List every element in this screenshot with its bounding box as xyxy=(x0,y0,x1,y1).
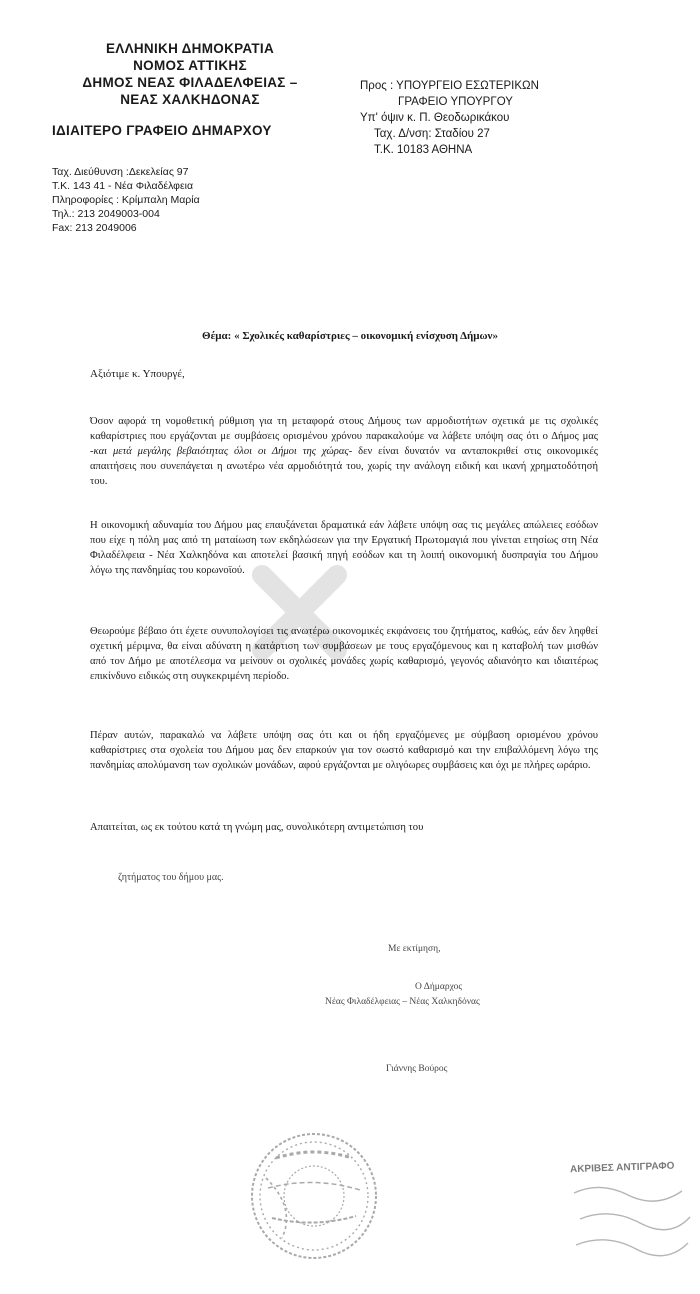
paragraph-2: Η οικονομική αδυναμία του Δήμου μας επαυξάνεται δραματικά εάν λάβετε υπόψη σας τις μεγάλες απώλειες εσόδων που είχε η πόλη μας από τη ματαίωση των εκδηλώσεων για την Εργατική Πρωτομαγιά που γίνεται ετησίως στη Νέα Φιλαδέλφεια - Νέα Χαλκηδόνα και αποτελεί βασική πηγή εσόδων και τη λοιπή οικονομική δυσπραγία του Δήμου λόγω της πανδημίας του κορωνοϊού. xyxy=(90,520,598,576)
letter-subject: Θέμα: « Σχολικές καθαρίστριες – οικονομική ενίσχυση Δήμων» xyxy=(202,330,498,342)
paragraph-3: Θεωρούμε βέβαιο ότι έχετε συνυπολογίσει τις ανωτέρω οικονομικές εκφάνσεις του ζητήματος, καθώς, εάν δεν ληφθεί σχετική μέριμνα, θα είναι αδύνατη η κατάρτιση των συμβάσεων με τους εργαζόμενους και η καταβολή των μισθών από τον Δήμο με αποτέλεσμα να μείνουν οι σχολικές μονάδες χωρίς καθαρισμό, γεγονός αδιανόητο και ιδιαιτέρως επικίνδυνο ειδικώς στη συγκεκριμένη περίοδο. xyxy=(90,626,598,682)
sender-contact xyxy=(52,165,200,235)
sender-fax: Fax: 213 2049006 xyxy=(52,222,137,234)
letterhead-line-municipality-2: ΝΕΑΣ ΧΑΛΚΗΔΟΝΑΣ xyxy=(120,92,260,107)
paragraph-4: Πέραν αυτών, παρακαλώ να λάβετε υπόψη σας ότι και οι ήδη εργαζόμενες με σύμβαση ορισμένου χρόνου καθαρίστριες στα σχολεία του Δήμου μας δεν επαρκούν για τον σωστό καθαρισμό και την επιβαλλόμενη λόγω της πανδημίας απολύμανση των σχολικών μονάδων, αφού εργάζονται με ολιγόωρες συμβάσεις και όχι με πλήρες ωράριο. xyxy=(90,730,598,771)
certified-copy-label: ΑΚΡΙΒΕΣ ΑΝΤΙΓΡΑΦΟ xyxy=(569,1160,675,1176)
signature-title: Ο Δήμαρχος xyxy=(415,982,463,992)
recipient-attn: Υπ' όψιν κ. Π. Θεοδωρικάκου xyxy=(360,112,510,124)
letter-greeting: Αξιότιμε κ. Υπουργέ, xyxy=(90,368,185,380)
recipient-address: Ταχ. Δ/νση: Σταδίου 27 xyxy=(374,128,490,140)
recipient-dept: ΓΡΑΦΕΙΟ ΥΠΟΥΡΓΟΥ xyxy=(398,96,513,108)
paragraph-1-start: Όσον αφορά τη νομοθετική ρύθμιση για τη μεταφορά στους Δήμους των αρμοδιοτήτων σχετικά με τις σχολικές καθαρίστριες που εργάζονται με συμβάσεις ορισμένου χρόνου παρακαλούμε να λάβετε υπόψη σας ότι ο Δήμος μας - xyxy=(90,416,598,457)
letterhead xyxy=(50,40,330,108)
letterhead-line-republic: ΕΛΛΗΝΙΚΗ ΔΗΜΟΚΡΑΤΙΑ xyxy=(105,41,275,56)
recipient-to: Προς : ΥΠΟΥΡΓΕΙΟ ΕΣΩΤΕΡΙΚΩΝ xyxy=(360,80,539,92)
paragraph-5: Απαιτείται, ως εκ τούτου κατά τη γνώμη μας, συνολικότερη αντιμετώπιση του xyxy=(90,822,424,833)
certified-copy-scribble xyxy=(570,1173,700,1268)
certified-copy-stamp xyxy=(570,1162,700,1277)
signature-closing: Με εκτίμηση, xyxy=(388,944,441,954)
signature-municipality: Νέας Φιλαδέλφειας – Νέας Χαλκηδόνας xyxy=(325,997,480,1007)
sender-phone: Τηλ.: 213 2049003-004 xyxy=(52,208,160,220)
sender-postcode: Τ.Κ. 143 41 - Νέα Φιλαδέλφεια xyxy=(52,180,194,192)
sender-address: Ταχ. Διεύθυνση :Δεκελείας 97 xyxy=(52,166,189,178)
paragraph-1 xyxy=(90,414,598,489)
recipient-block xyxy=(360,78,539,158)
office-name: ΙΔΙΑΙΤΕΡΟ ΓΡΑΦΕΙΟ ΔΗΜΑΡΧΟΥ xyxy=(52,123,272,138)
recipient-postcode: Τ.Κ. 10183 ΑΘΗΝΑ xyxy=(374,144,473,156)
paragraph-1-end: - δεν είναι δυνατόν να ανταποκριθεί στις οικονομικές απαιτήσεις που συνεπάγεται η ανωτέρω νέα αρμοδιότητά του, χωρίς την ανάλογη ειδική και ικανή χρηματοδότησή του. xyxy=(90,446,598,487)
signature-name: Γιάννης Βούρος xyxy=(386,1064,448,1074)
paragraph-1-italic: και μετά μεγάλης βεβαιότητας όλοι οι Δήμοι της χώρας xyxy=(93,446,349,457)
letterhead-line-municipality: ΔΗΜΟΣ ΝΕΑΣ ΦΙΛΑΔΕΛΦΕΙΑΣ – xyxy=(82,75,298,90)
paragraph-6: ζητήματος του δήμου μας. xyxy=(118,872,224,883)
letterhead-line-prefecture: ΝΟΜΟΣ ΑΤΤΙΚΗΣ xyxy=(133,58,247,73)
official-seal-stamp xyxy=(236,1118,396,1268)
sender-info: Πληροφορίες : Κρίμπαλη Μαρία xyxy=(52,194,200,206)
